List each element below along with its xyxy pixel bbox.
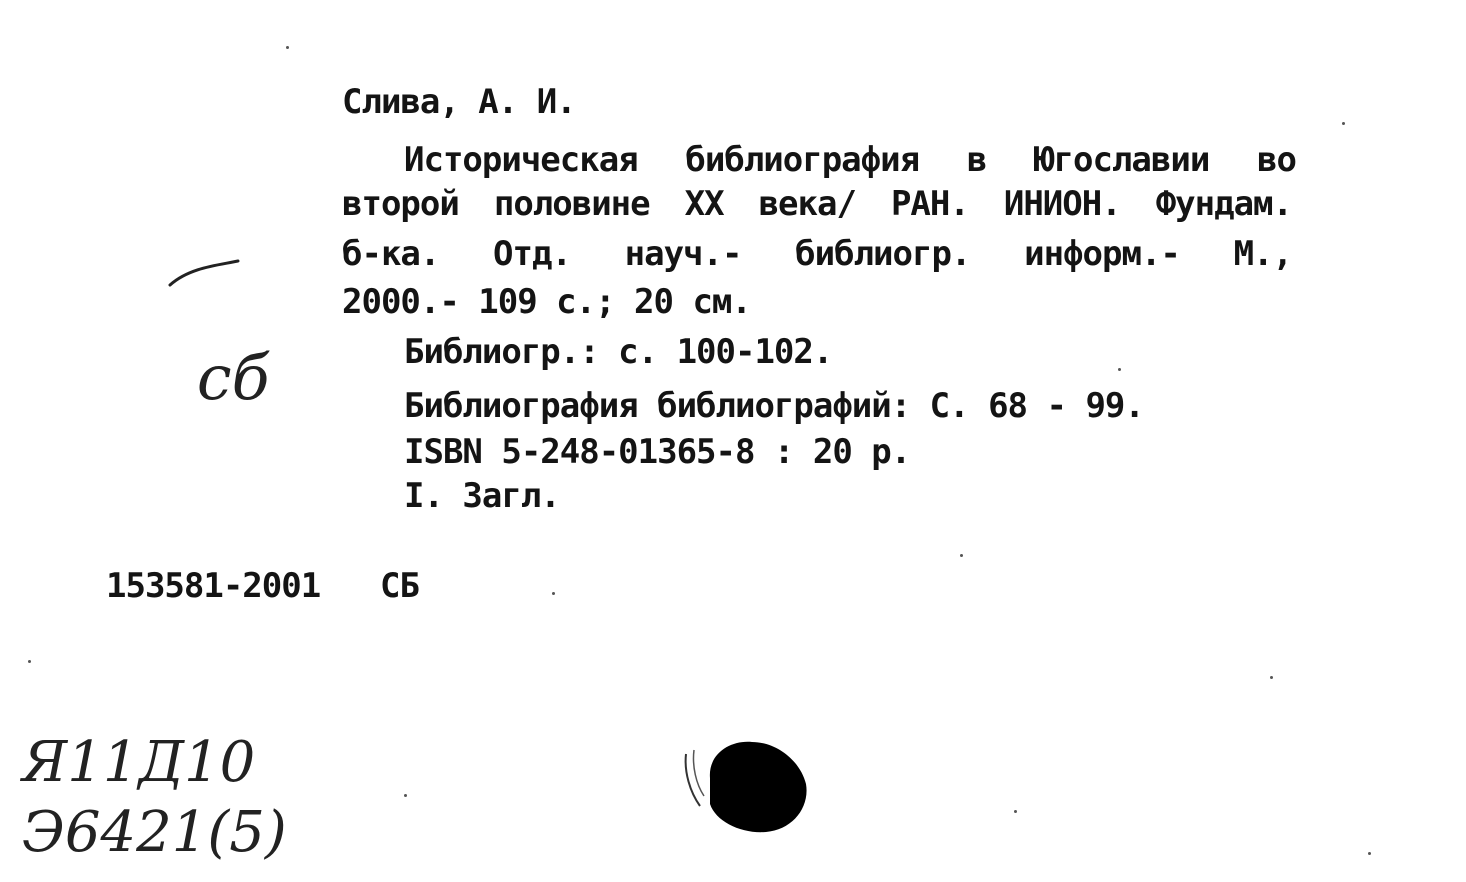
- inventory-number: 153581-2001: [106, 566, 321, 606]
- handwritten-margin-mark: [118, 268, 269, 487]
- speck: [28, 660, 31, 663]
- isbn-price: ISBN 5-248-01365-8 : 20 р.: [404, 432, 911, 472]
- margin-mark-flourish: [150, 255, 250, 295]
- speck: [286, 46, 289, 49]
- margin-mark-text: сб: [196, 341, 270, 414]
- title-line-1: Историческая библиография в Югославии во: [404, 140, 1296, 180]
- handwritten-shelf-mark-2: Э6421(5): [22, 800, 287, 865]
- title-line-4: 2000.- 109 с.; 20 см.: [342, 282, 751, 322]
- speck: [404, 794, 407, 797]
- inventory-code: СБ: [380, 566, 419, 606]
- speck: [960, 554, 963, 557]
- title-line-2: второй половине XX века/ РАН. ИНИОН. Фундам.: [342, 184, 1292, 224]
- speck: [1118, 368, 1121, 371]
- speck: [1368, 852, 1371, 855]
- speck: [1342, 122, 1345, 125]
- speck: [552, 592, 555, 595]
- author-heading: Слива, А. И.: [342, 82, 576, 122]
- handwritten-shelf-mark-1: Я11Д10: [22, 730, 256, 795]
- note-bibliography-of-bibliographies: Библиография библиографий: С. 68 - 99.: [404, 386, 1144, 426]
- speck: [1014, 810, 1017, 813]
- title-line-3: б-ка. Отд. науч.- библиогр. информ.- М.,: [342, 234, 1292, 274]
- note-bibliography-pages: Библиогр.: с. 100-102.: [404, 332, 833, 372]
- ink-blot: [672, 726, 822, 846]
- title-entry: I. Загл.: [404, 476, 560, 516]
- speck: [1270, 676, 1273, 679]
